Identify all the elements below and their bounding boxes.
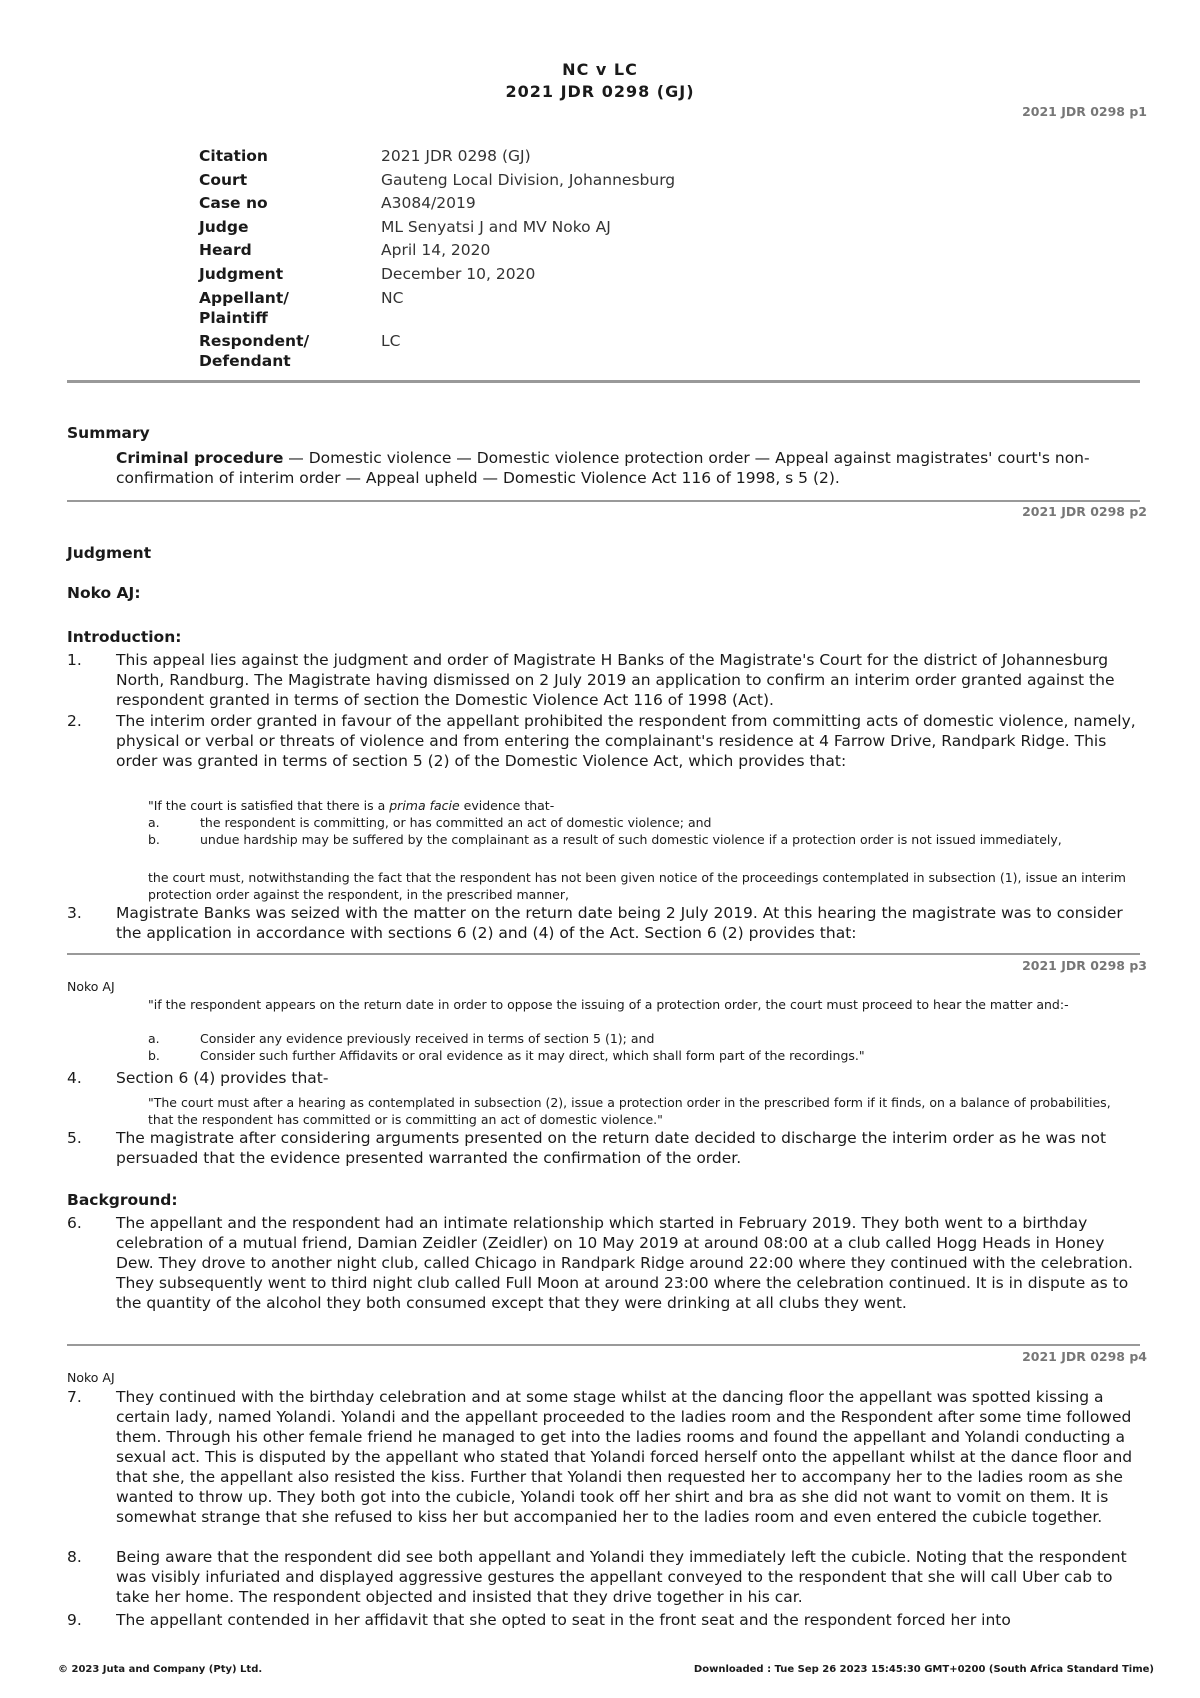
meta-value: Gauteng Local Division, Johannesburg [381,171,676,189]
para-number: 7. [67,1388,82,1406]
running-head: Noko AJ [67,979,115,994]
quote-item-letter: b. [148,1048,160,1063]
case-title: NC v LC [562,60,638,79]
meta-label: Citation [199,147,268,165]
running-head: Noko AJ [67,1370,115,1385]
meta-label: Court [199,171,248,189]
para-number: 4. [67,1069,82,1087]
divider [67,953,1140,955]
meta-value: December 10, 2020 [381,265,536,283]
quote-item-text: Consider such further Affidavits or oral evidence as it may direct, which shall form part of the recordings." [200,1048,865,1063]
judgment-heading: Judgment [67,544,152,562]
para-number: 2. [67,712,82,730]
page-ref-4: 2021 JDR 0298 p4 [1022,1349,1147,1364]
para-text: The magistrate after considering arguments presented on the return date decided to discharge the interim order as he was not persuaded that the evidence presented warranted the confirmation of the order. [116,1129,1107,1167]
summary-heading: Summary [67,424,150,442]
citation-title: 2021 JDR 0298 (GJ) [505,82,695,101]
para-number: 8. [67,1548,82,1566]
meta-value: NC [381,289,404,307]
meta-value: April 14, 2020 [381,241,491,259]
page-ref-2: 2021 JDR 0298 p2 [1022,504,1147,519]
divider [67,1344,1140,1346]
meta-label: Judge [199,218,249,236]
meta-label: Heard [199,241,252,259]
para-text: Being aware that the respondent did see both appellant and Yolandi they immediately left the cubicle. Noting that the respondent was visibly infuriated and displayed aggressive gestures the appellant conveyed to the respondent that she will call Uber cab to take her home. The respondent objected and insisted that they drive together in his car. [116,1548,1127,1606]
meta-label: Appellant/ Plaintiff [199,289,289,327]
meta-label: Respondent/ Defendant [199,332,310,370]
quote-item-text: Consider any evidence previously received in terms of section 5 (1); and [200,1031,655,1046]
footer-downloaded: Downloaded : Tue Sep 26 2023 15:45:30 GMT+0200 (South Africa Standard Time) [693,1664,1154,1675]
meta-value: ML Senyatsi J and MV Noko AJ [381,218,611,236]
quote-item-letter: a. [148,815,160,830]
para-text: The appellant and the respondent had an intimate relationship which started in February 2019. They both went to a birthday celebration of a mutual friend, Damian Zeidler (Zeidler) on 10 May 2019 at around 08:00 at a club called Hogg Heads in Honey Dew. They drove to another night club, called Chicago in Randpark Ridge around 22:00 where they continued with the celebration. They subsequently went to third night club called Full Moon at around 23:00 where the celebration continued. It is in dispute as to the quantity of the alcohol they both consumed except that they were drinking at all clubs they went. [116,1214,1133,1312]
quote-intro [148,797,1140,814]
meta-value: A3084/2019 [381,194,476,212]
quote-item-letter: b. [148,832,160,847]
divider [67,500,1140,502]
quote-intro-a: "If the court is satisfied that there is a [148,798,390,813]
quote-item-letter: a. [148,1031,160,1046]
judge-heading: Noko AJ: [67,584,141,602]
quote-item-text: the respondent is committing, or has committed an act of domestic violence; and [200,815,712,830]
para-text: This appeal lies against the judgment and order of Magistrate H Banks of the Magistrate's Court for the district of Johannesburg North, Randburg. The Magistrate having dismissed on 2 July 2019 an application to confirm an interim order granted against the respondent granted in terms of section the Domestic Violence Act 116 of 1998 (Act). [116,651,1115,709]
para-number: 9. [67,1611,82,1629]
page-ref-1: 2021 JDR 0298 p1 [1022,104,1147,119]
quote-intro: "if the respondent appears on the return date in order to oppose the issuing of a protection order, the court must proceed to hear the matter and:- [148,997,1069,1012]
quote-text: "The court must after a hearing as contemplated in subsection (2), issue a protection order in the prescribed form if it finds, on a balance of probabilities, that the respondent has committed or is committing an act of domestic violence." [148,1095,1111,1127]
meta-value: 2021 JDR 0298 (GJ) [381,147,531,165]
quote-item-text: undue hardship may be suffered by the complainant as a result of such domestic violence if a protection order is not issued immediately, [200,832,1062,847]
divider [67,380,1140,383]
quote-tail: the court must, notwithstanding the fact that the respondent has not been given notice of the proceedings contemplated in subsection (1), issue an interim protection order against the respondent, in the prescribed manner, [148,870,1126,902]
para-text: The appellant contended in her affidavit that she opted to seat in the front seat and the respondent forced her into [116,1611,1011,1629]
para-number: 3. [67,904,82,922]
introduction-heading: Introduction: [67,628,182,646]
para-number: 6. [67,1214,82,1232]
summary-text [116,448,1140,488]
para-text: Magistrate Banks was seized with the matter on the return date being 2 July 2019. At this hearing the magistrate was to consider the application in accordance with sections 6 (2) and (4) of the Act. Section 6 (2) provides that: [116,904,1123,942]
para-text: The interim order granted in favour of the appellant prohibited the respondent from committing acts of domestic violence, namely, physical or verbal or threats of violence and from entering the complainant's residence at 4 Farrow Drive, Randpark Ridge. This order was granted in terms of section 5 (2) of the Domestic Violence Act, which provides that: [116,712,1136,770]
quote-intro-b: evidence that- [459,798,555,813]
summary-lead: Criminal procedure [116,449,284,467]
quote-intro-italic: prima facie [389,798,460,813]
meta-value: LC [381,332,401,350]
para-number: 1. [67,651,82,669]
para-number: 5. [67,1129,82,1147]
summary-body: — Domestic violence — Domestic violence protection order — Appeal against magistrates' court's non-confirmation of interim order — Appeal upheld — Domestic Violence Act 116 of 1998, s 5 (2). [116,449,1090,487]
background-heading: Background: [67,1191,178,1209]
page-ref-3: 2021 JDR 0298 p3 [1022,958,1147,973]
footer-copyright: © 2023 Juta and Company (Pty) Ltd. [58,1664,263,1675]
meta-label: Case no [199,194,268,212]
para-text: Section 6 (4) provides that- [116,1069,329,1087]
meta-label: Judgment [199,265,284,283]
para-text: They continued with the birthday celebration and at some stage whilst at the dancing floor the appellant was spotted kissing a certain lady, named Yolandi. Yolandi and the appellant proceeded to the ladies room and the Respondent after some time followed them. Through his other female friend he managed to get into the ladies rooms and found the appellant and Yolandi conducting a sexual act. This is disputed by the appellant who stated that Yolandi forced herself onto the appellant whilst at the dance floor and that she, the appellant also resisted the kiss. Further that Yolandi then requested her to accompany her to the ladies room as she wanted to throw up. They both got into the cubicle, Yolandi took off her shirt and bra as she did not want to vomit on them. It is somewhat strange that she refused to kiss her but accompanied her to the ladies room and even entered the cubicle together. [116,1388,1133,1526]
